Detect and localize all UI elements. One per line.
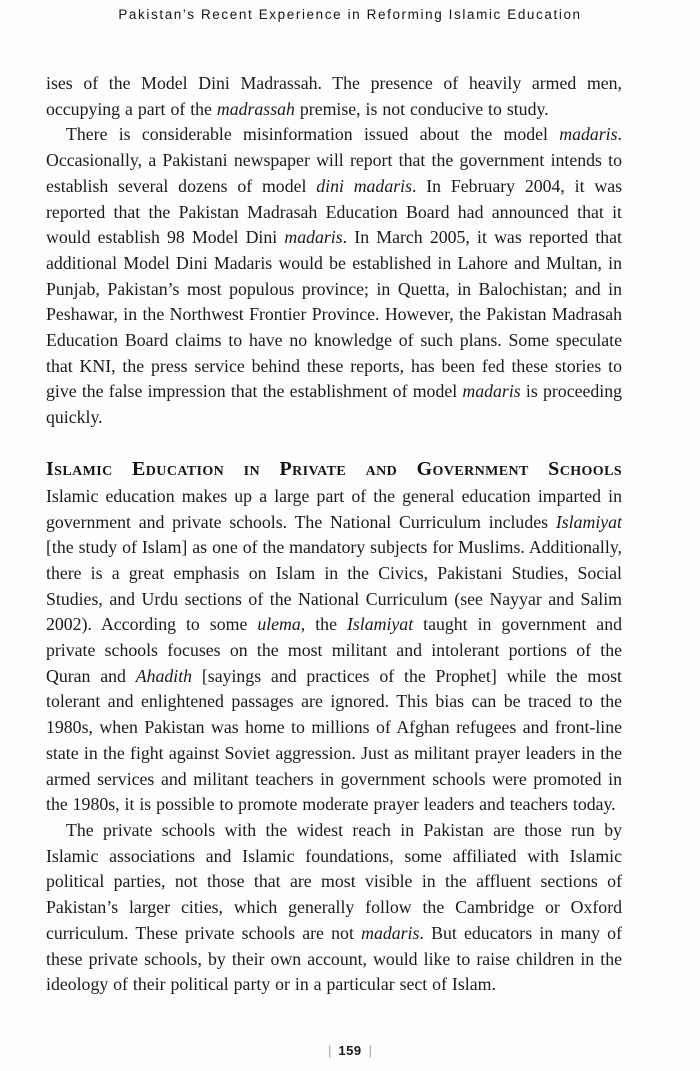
text-run: The private schools with the widest reach in Pakistan are those run by Islamic associations and Islamic foundations, some affiliated with Islamic political parties, not those that are most visible in the affluent sections of Pakistan’s larger cities, which generally follow the Cambridge or Oxford curriculum. These private schools are not [46,819,622,943]
text-run: taught in government and private schools focuses on the most militant and intolerant portions of the Quran and [46,614,622,686]
section-heading: Islamic Education in Private and Government Schools [46,457,622,480]
footer-separator-right: | [368,1044,372,1058]
italic-term: Ahadith [135,665,193,686]
text-run: is proceeding quickly. [46,381,622,428]
text-run: [sayings and practices of the Prophet] while the most tolerant and enlightened passages are ignored. This bias can be traced to the 1980s, when Pakistan was home to millions of Afghan refugees and front-line state in the fight against Soviet aggression. Just as militant prayer leaders in the armed services and militant teachers in government schools were promoted in the 1980s, it is possible to promote moderate prayer leaders and teachers today. [46,665,623,815]
italic-term: ulema [257,614,301,635]
text-run: . In March 2005, it was reported that additional Model Dini Madaris would be established in Lahore and Multan, in Punjab, Pakistan’s most populous province; in Quetta, in Balochistan; and in Peshawar, in the Northwest Frontier Province. However, the Pakistan Madrasah Education Board claims to have no knowledge of such plans. Some speculate that KNI, the press service behind these reports, has been fed these stories to give the false impression that the establishment of model [46,227,622,402]
paragraph [46,122,622,430]
text-run: . Occasionally, a Pakistani newspaper will report that the government intends to establish several dozens of model [46,124,622,196]
page-footer [0,1043,700,1058]
italic-term: madaris [462,381,521,402]
paragraph [46,484,622,818]
text-run: . In February 2004, it was reported that the Pakistan Madrasah Education Board had announced that it would establish 98 Model Dini [46,175,623,248]
text-run: , the [300,614,347,635]
text-run: Islamic education makes up a large part of the general education imparted in government and private schools. The National Curriculum includes [46,485,622,532]
paragraph [46,818,622,998]
text-run: [the study of Islam] as one of the mandatory subjects for Muslims. Additionally, there is a great emphasis on Islam in the Civics, Pakistani Studies, Social Studies, and Urdu sections of the National Curriculum (see Nayyar and Salim 2002). According to some [46,537,622,635]
running-header: Pakistan’s Recent Experience in Reforming Islamic Education [118,7,582,22]
text-run: . But educators in many of these private schools, by their own account, would like to raise children in the ideology of their political party or in a particular sect of Islam. [46,922,622,995]
paragraph [46,71,622,122]
italic-term: Islamiyat [555,511,622,532]
italic-term: madaris [361,922,420,943]
footer-separator-left: | [328,1044,332,1058]
page-number: 159 [338,1043,362,1058]
italic-term: Islamiyat [346,614,414,635]
italic-term: dini madaris [316,175,412,196]
italic-term: madrassah [216,98,295,119]
text-run: premise, is not conducive to study. [294,98,549,119]
italic-term: madaris [559,124,618,145]
italic-term: madaris [284,227,343,248]
text-run: There is considerable misinformation issued about the model [66,124,560,145]
page-body [46,71,622,998]
text-run: ises of the Model Dini Madrassah. The presence of heavily armed men, occupying a part of the [46,73,622,119]
